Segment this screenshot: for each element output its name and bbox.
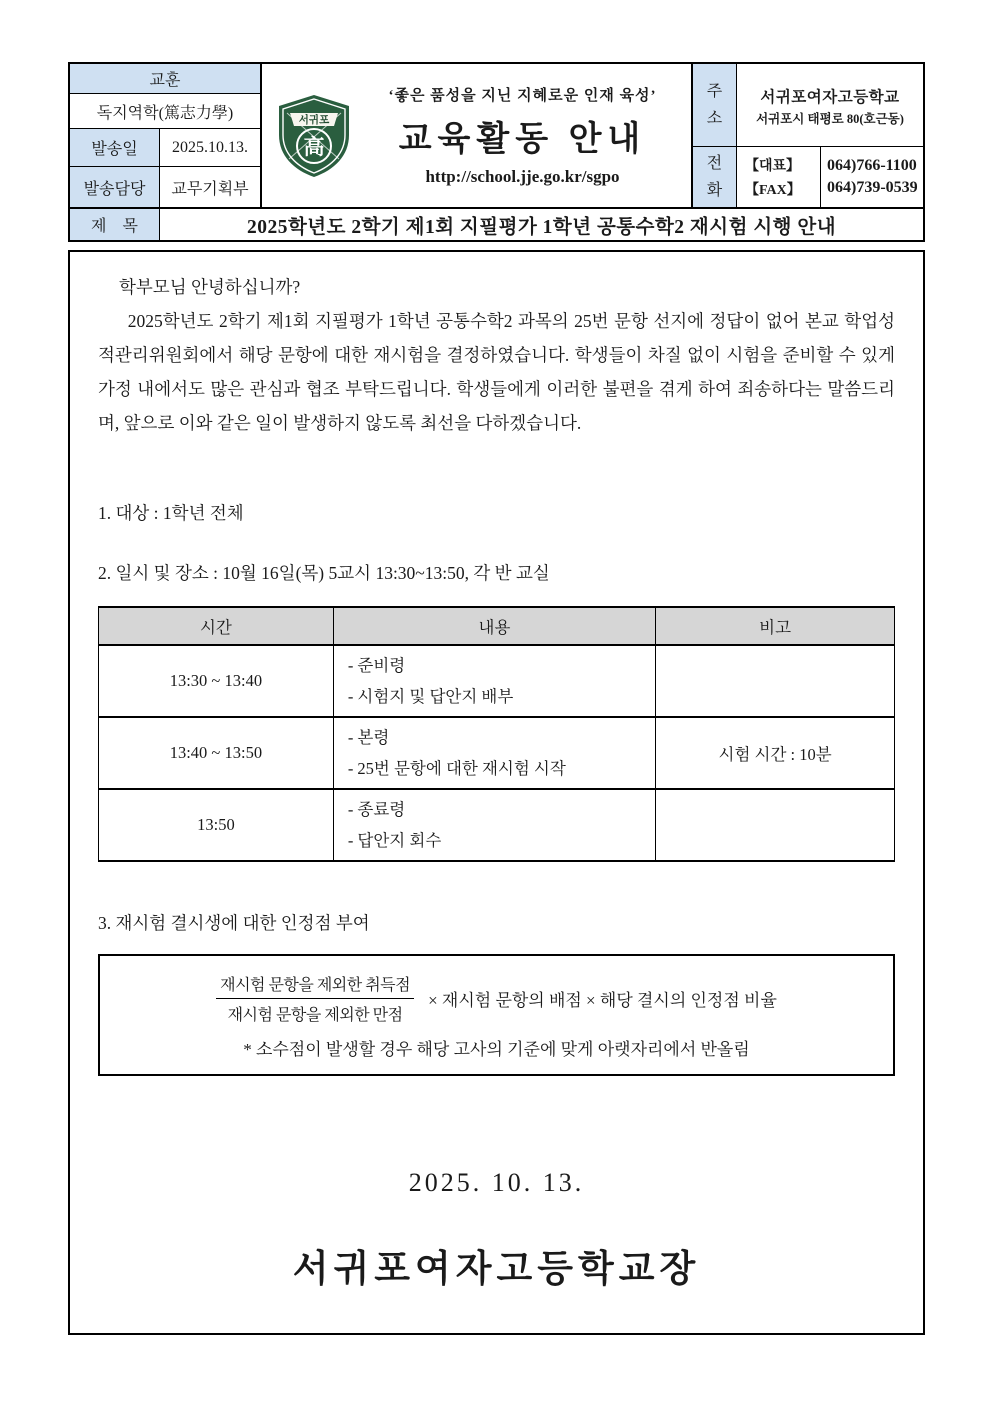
fraction-numerator: 재시험 문항을 제외한 취득점 [216, 972, 414, 999]
document-page [68, 62, 925, 1335]
formula-box [98, 954, 895, 1076]
list-item-recognition: 3. 재시험 결시생에 대한 인정점 부여 [98, 913, 370, 933]
sender-value: 교무기획부 [171, 180, 249, 198]
subject-value: 2025학년도 2학기 제1회 지필평가 1학년 공통수학2 재시험 시행 안내 [246, 216, 837, 238]
address-line: 서귀포시 태평로 80(호근동) [756, 112, 904, 126]
main-paragraph: 2025학년도 2학기 제1회 지필평가 1학년 공통수학2 과목의 25번 문항 선지에 정답이 없어 본교 학업성적관리위원회에서 해당 문항에 대한 재시험을 결정하였습니다. 학생들이 차질 없이 시험을 준비할 수 있게 가정 내에서도 많은 관심과 협조 부탁드립니다. 학생들에게 이러한 불편을 겪게 하여 죄송하다는 말씀드리며, 앞으로 이와 같은 일이 발생하지 않도록 최선을 다하겠습니다. [98, 311, 895, 433]
content-line: - 종료령 [347, 800, 406, 819]
column-header-time: 시간 [99, 607, 334, 645]
principal-signature: 서귀포여자고등학교장 [292, 1249, 701, 1290]
header-center-block [262, 64, 691, 207]
fraction-denominator: 재시험 문항을 제외한 만점 [227, 1007, 403, 1024]
phone-row [693, 147, 923, 207]
phone-bracket-labels [737, 147, 821, 207]
content-line: - 25번 문항에 대한 재시험 시작 [347, 759, 566, 778]
subject-row [68, 209, 925, 242]
note-cell [656, 789, 895, 861]
greeting-line: 학부모님 안녕하십니까? [119, 277, 301, 297]
header-left-block [70, 64, 262, 207]
phone-main-value: 064)766-1100 [827, 157, 917, 174]
table-row [99, 645, 895, 717]
table-row [99, 717, 895, 789]
list-item-target: 1. 대상 : 1학년 전체 [98, 503, 244, 523]
time-cell: 13:50 [99, 789, 334, 861]
content-line: - 시험지 및 답안지 배부 [347, 687, 514, 706]
svg-text:서귀포: 서귀포 [298, 114, 330, 126]
note-cell [656, 645, 895, 717]
send-date-label: 발송일 [70, 129, 160, 166]
motto-label: 교훈 [70, 64, 260, 94]
school-slogan: ‘좋은 품성을 지닌 지혜로운 인재 육성’ [388, 88, 657, 104]
letter-body [68, 250, 925, 1335]
issue-date: 2025. 10. 13. [408, 1168, 585, 1197]
motto-value: 독지역학(篤志力學) [70, 94, 260, 129]
time-cell: 13:40 ~ 13:50 [99, 717, 334, 789]
sender-row [70, 167, 260, 207]
list-item-datetime: 2. 일시 및 장소 : 10월 16일(목) 5교시 13:30~13:50, 각 반 교실 [98, 563, 550, 583]
content-line: - 본령 [347, 728, 390, 747]
send-date-row [70, 129, 260, 167]
shield-logo-icon [275, 93, 353, 179]
formula-expression: × 재시험 문항의 배점 × 해당 결시의 인정점 비율 [428, 991, 777, 1010]
address-label: 주소 [693, 64, 737, 146]
time-cell: 13:30 ~ 13:40 [99, 645, 334, 717]
school-name: 서귀포여자고등학교 [760, 89, 900, 106]
school-logo-icon [270, 93, 358, 179]
formula-note: * 소수점이 발생할 경우 해당 고사의 기준에 맞게 아랫자리에서 반올림 [243, 1040, 750, 1059]
subject-label: 제 목 [70, 209, 160, 240]
header-right-block [691, 64, 923, 207]
content-line: - 준비령 [347, 656, 406, 675]
content-line: - 답안지 회수 [347, 831, 442, 850]
svg-text:高: 高 [303, 134, 325, 159]
schedule-table [98, 606, 895, 862]
sender-label: 발송담당 [70, 167, 160, 207]
school-url: http://school.jje.go.kr/sgpo [425, 167, 620, 186]
header-table [68, 62, 925, 209]
address-row [693, 64, 923, 147]
column-header-note: 비고 [656, 607, 895, 645]
address-content [737, 64, 923, 146]
content-cell [333, 789, 655, 861]
table-row [99, 789, 895, 861]
phone-numbers [821, 147, 923, 207]
column-header-content: 내용 [333, 607, 655, 645]
note-cell: 시험 시간 : 10분 [656, 717, 895, 789]
table-header-row [99, 607, 895, 645]
content-cell [333, 645, 655, 717]
phone-label: 전화 [693, 147, 737, 207]
phone-fax-label: 【FAX】 [745, 183, 801, 198]
document-type-title: 교육활동 안내 [398, 121, 647, 158]
header-center-text [358, 84, 687, 187]
send-date-value: 2025.10.13. [172, 138, 248, 156]
formula-fraction [216, 972, 414, 1025]
content-cell [333, 717, 655, 789]
phone-main-label: 【대표】 [745, 159, 801, 174]
formula-line [108, 972, 885, 1025]
phone-fax-value: 064)739-0539 [827, 179, 918, 196]
